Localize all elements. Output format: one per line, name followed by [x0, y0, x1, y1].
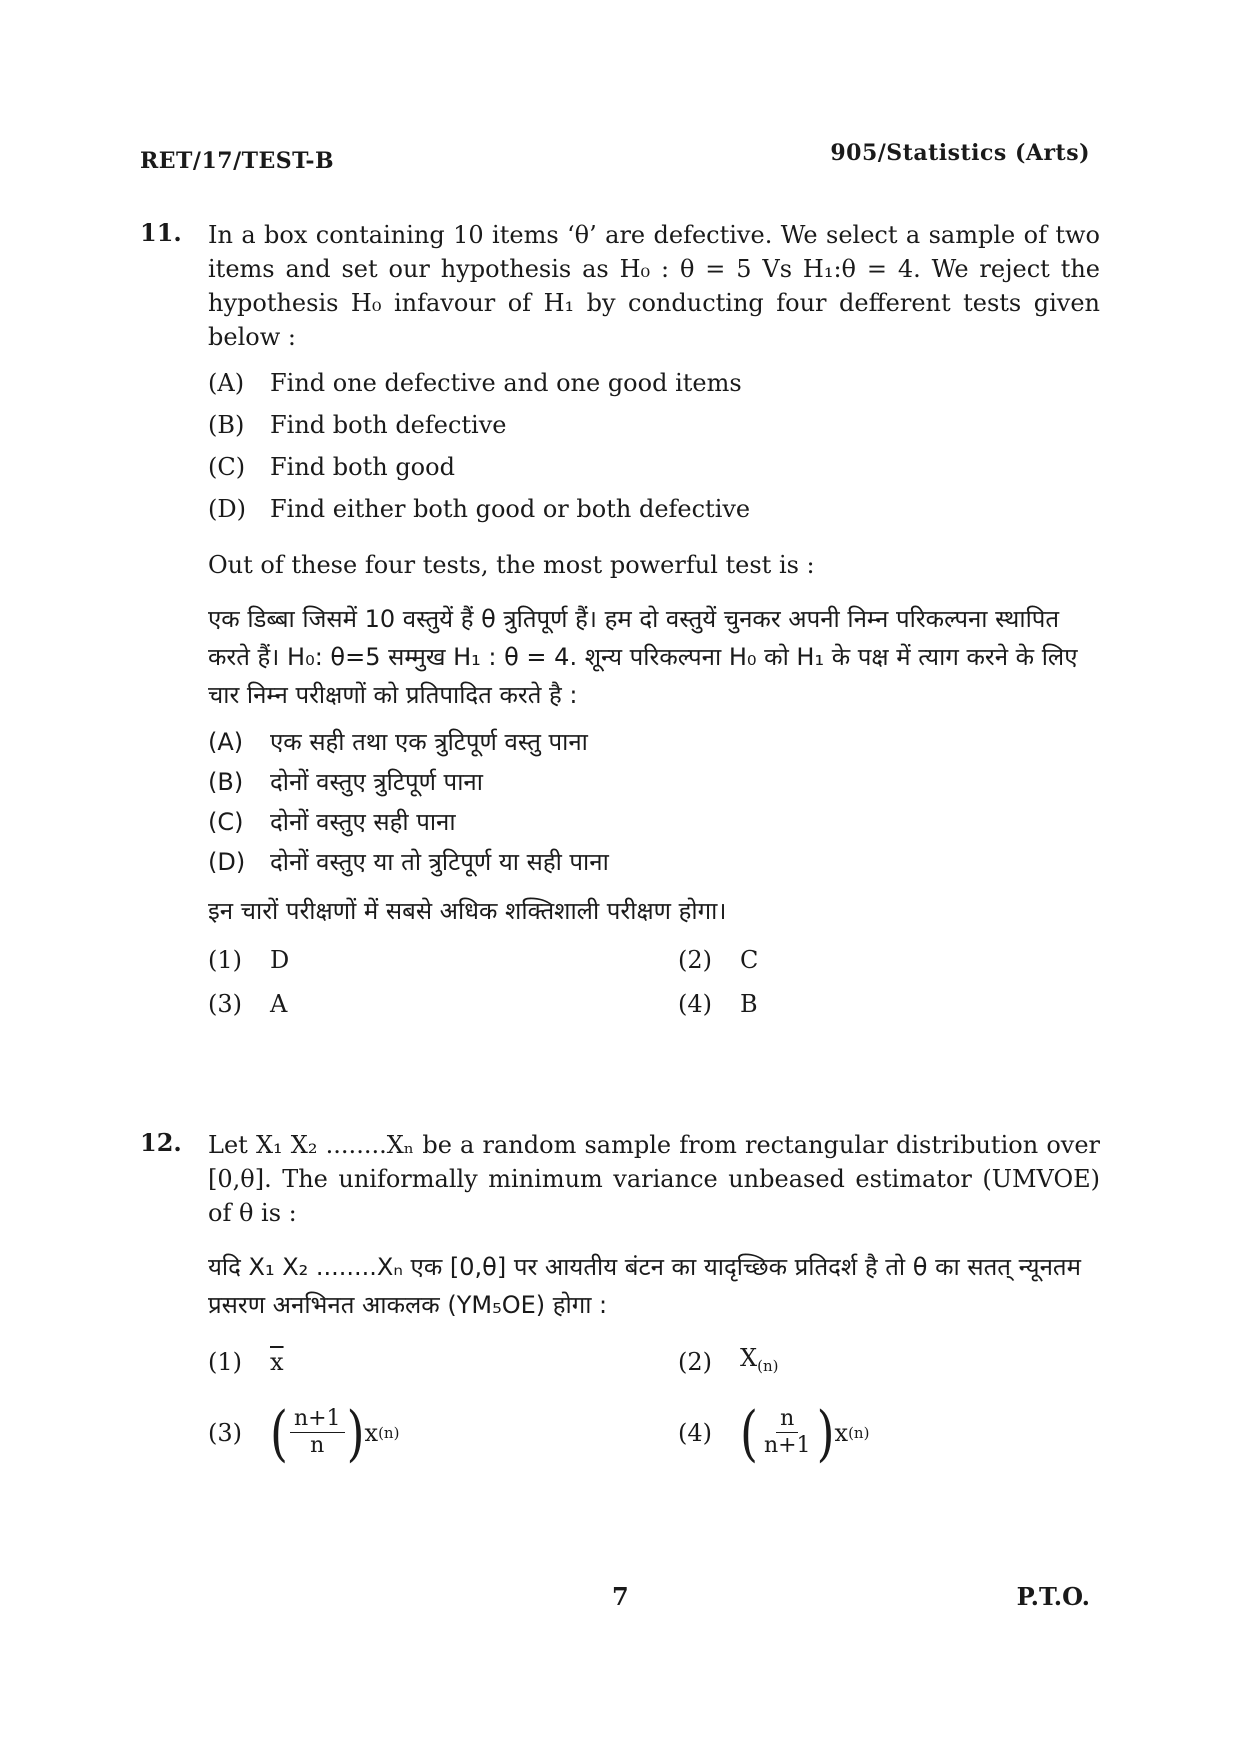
- subscript: (n): [848, 1423, 870, 1442]
- fraction-expression: ( $\frac{n}{n+1}$ ) x (n): [740, 1397, 870, 1468]
- option-a-hindi: [208, 722, 1100, 762]
- option-label: (C): [208, 808, 244, 836]
- option-label: (B): [208, 411, 245, 439]
- question-text-english: In a box containing 10 items ‘θ’ are defective. We select a sample of two items and set our hypothesis as H₀ : θ = 5 Vs H₁:θ = 4. We reject the hypothesis H₀ infavour of H₁ by conducting four defferent tests given below :: [208, 221, 1100, 351]
- please-turn-over: P.T.O.: [1016, 1582, 1090, 1611]
- numerator: n: [776, 1406, 798, 1433]
- option-label: (D): [208, 495, 246, 523]
- question-text-english: Let X₁ X₂ ........Xₙ be a random sample from rectangular distribution over [0,θ]. The uniformally minimum variance unbeased estimator (UMVOE) of θ is :: [208, 1131, 1100, 1227]
- option-text: दोनों वस्तुए त्रुटिपूर्ण पाना: [270, 768, 483, 796]
- page-number: 7: [612, 1582, 629, 1611]
- answer-text: B: [740, 990, 758, 1018]
- answer-text: A: [270, 990, 288, 1018]
- option-text: दोनों वस्तुए सही पाना: [270, 808, 456, 836]
- denominator: n: [310, 1433, 325, 1458]
- question-text-hindi: यदि X₁ X₂ ........Xₙ एक [0,θ] पर आयतीय बंटन का यादृच्छिक प्रतिदर्श है तो θ का सतत् न्यूनतम प्रसरण अनभिनत आकलक (YM₅OE) होगा :: [208, 1253, 1081, 1319]
- option-label: (A): [208, 369, 245, 397]
- option-d-hindi: [208, 842, 1100, 882]
- option-a: [208, 362, 1100, 404]
- options-english: [208, 362, 1100, 530]
- answer-number: (1): [208, 946, 242, 974]
- x-symbol: x: [834, 1418, 849, 1447]
- question-prompt-english: Out of these four tests, the most powerful test is :: [208, 551, 815, 579]
- sample-mean: $\overline{x}$: [270, 1348, 284, 1376]
- x-symbol: x: [364, 1418, 379, 1447]
- answer-choices: [208, 1338, 1100, 1468]
- option-text: Find one defective and one good items: [270, 369, 742, 397]
- option-label: (D): [208, 848, 246, 876]
- question-11: [140, 218, 1100, 1024]
- option-label: (C): [208, 453, 246, 481]
- denominator: n+1: [763, 1433, 811, 1458]
- option-text: दोनों वस्तुए या तो त्रुटिपूर्ण या सही पाना: [270, 848, 609, 876]
- question-prompt-hindi: इन चारों परीक्षणों में सबसे अधिक शक्तिशाली परीक्षण होगा।: [208, 897, 727, 925]
- option-b-hindi: [208, 762, 1100, 802]
- answer-choices: [208, 940, 1100, 1024]
- answer-number: (1): [208, 1348, 242, 1376]
- option-c-hindi: [208, 802, 1100, 842]
- numerator: n+1: [290, 1406, 345, 1433]
- answer-choice[interactable]: [678, 1397, 1078, 1468]
- question-number: 11.: [140, 218, 182, 247]
- option-text: Find both defective: [270, 411, 507, 439]
- question-number: 12.: [140, 1128, 182, 1157]
- answer-choice[interactable]: [208, 984, 678, 1024]
- subscript: (n): [378, 1423, 400, 1442]
- fraction: [290, 1406, 345, 1459]
- answer-choice[interactable]: [678, 1338, 1078, 1386]
- option-text: Find both good: [270, 453, 455, 481]
- answer-text: C: [740, 946, 759, 974]
- subscript: (n): [757, 1357, 779, 1375]
- option-label: (B): [208, 768, 244, 796]
- answer-text: D: [270, 946, 290, 974]
- test-code-header: RET/17/TEST-B: [140, 148, 335, 174]
- answer-choice[interactable]: [678, 940, 1078, 980]
- answer-choice[interactable]: [208, 1397, 678, 1468]
- answer-choice[interactable]: [208, 1338, 678, 1386]
- answer-choice[interactable]: [208, 940, 678, 980]
- option-b: [208, 404, 1100, 446]
- options-hindi: [208, 722, 1100, 882]
- answer-number: (4): [678, 990, 712, 1018]
- order-statistic: [740, 1338, 778, 1386]
- question-12: [140, 1128, 1100, 1468]
- fraction-expression: ( $\frac{n+1}{n}$ ) x (n): [270, 1397, 400, 1468]
- answer-number: (3): [208, 1418, 242, 1447]
- question-text-hindi: एक डिब्बा जिसमें 10 वस्तुयें हैं θ त्रुतिपूर्ण हैं। हम दो वस्तुयें चुनकर अपनी निम्न परिकल्पना स्थापित करते हैं। H₀: θ=5 सम्मुख H₁ : θ = 4. शून्य परिकल्पना H₀ को H₁ के पक्ष में त्याग करने के लिए चार निम्न परीक्षणों को प्रतिपादित करते है :: [208, 605, 1078, 709]
- option-c: [208, 446, 1100, 488]
- subject-header: 905/Statistics (Arts): [830, 140, 1090, 166]
- answer-number: (3): [208, 990, 242, 1018]
- answer-choice[interactable]: [678, 984, 1078, 1024]
- answer-number: (2): [678, 946, 712, 974]
- option-label: (A): [208, 728, 244, 756]
- answer-number: (4): [678, 1418, 712, 1447]
- fraction: [760, 1406, 815, 1459]
- x-symbol: X: [740, 1344, 758, 1372]
- option-d: [208, 488, 1100, 530]
- option-text: एक सही तथा एक त्रुटिपूर्ण वस्तु पाना: [270, 728, 588, 756]
- answer-number: (2): [678, 1348, 712, 1376]
- option-text: Find either both good or both defective: [270, 495, 751, 523]
